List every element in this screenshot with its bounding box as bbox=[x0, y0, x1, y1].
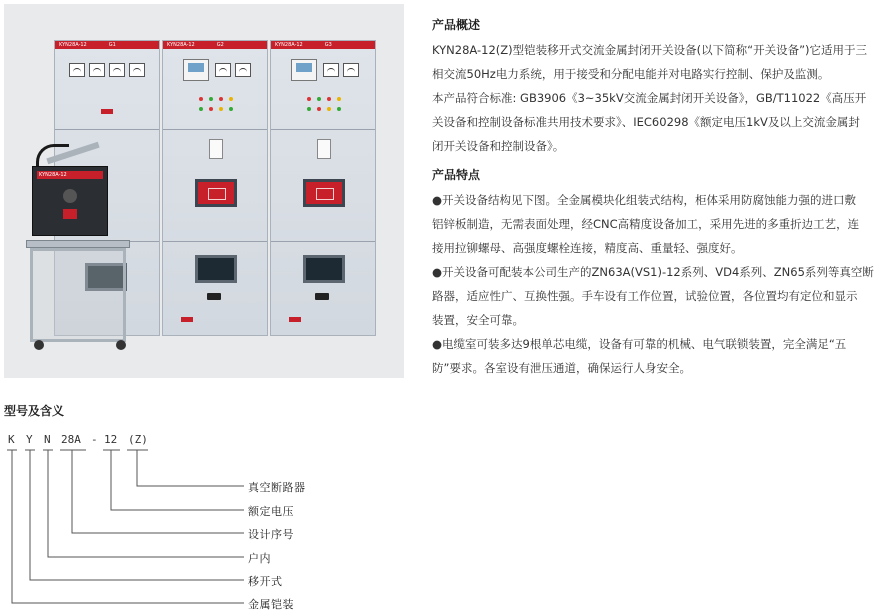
features-title: 产品特点 bbox=[432, 168, 481, 182]
code-char: 28A bbox=[61, 433, 81, 446]
feature-line: ●开关设备可配装本公司生产的ZN63A(VS1)-12系列、VD4系列、ZN65系列等真空断 bbox=[432, 265, 874, 279]
indicator-lamp bbox=[307, 107, 311, 111]
meaning-withdrawable: 移开式 bbox=[248, 575, 283, 588]
indicator-lamp bbox=[219, 97, 223, 101]
feature-line: 防”要求。各室设有泄压通道，确保运行人身安全。 bbox=[432, 361, 691, 375]
breaker-truck bbox=[26, 144, 138, 356]
breaker-button bbox=[63, 209, 77, 219]
indicator-lamp bbox=[219, 107, 223, 111]
meaning-metal-armored: 金属铠装 bbox=[248, 598, 294, 611]
code-char: N bbox=[44, 433, 51, 446]
code-char: - bbox=[91, 433, 98, 446]
cabinet-header bbox=[271, 41, 375, 49]
indicator-lamp bbox=[209, 97, 213, 101]
code-char: Y bbox=[26, 433, 33, 446]
indicator-lamp bbox=[199, 97, 203, 101]
feature-line: 铝锌板制造，无需表面处理，经CNC高精度设备加工，采用先进的多重折边工艺，连 bbox=[432, 217, 860, 231]
viewing-window bbox=[303, 255, 345, 283]
operating-handle bbox=[315, 293, 329, 300]
protection-relay-icon bbox=[291, 59, 317, 81]
overview-line: 本产品符合标准: GB3906《3~35kV交流金属封闭开关设备》，GB/T11022《高压开 bbox=[432, 91, 867, 105]
meaning-vacuum-breaker: 真空断路器 bbox=[248, 481, 306, 494]
indicator-lamp bbox=[307, 97, 311, 101]
indicator-lamp bbox=[199, 107, 203, 111]
warning-sign bbox=[181, 317, 193, 322]
warning-sign bbox=[101, 109, 113, 114]
cabinet-g2 bbox=[162, 40, 268, 336]
cabinet-model-label: KYN28A-12 bbox=[275, 42, 303, 48]
indicator-lamp bbox=[229, 97, 233, 101]
feature-line: 路器，适应性广、互换性强。手车设有工作位置，试验位置，各位置均有定位和显示 bbox=[432, 289, 858, 303]
indicator-lamp bbox=[327, 97, 331, 101]
wheel-icon bbox=[116, 340, 126, 350]
truck-base bbox=[26, 240, 130, 248]
overview-title: 产品概述 bbox=[432, 18, 481, 32]
cabinet-model-label: KYN28A-12 bbox=[59, 42, 87, 48]
warning-sign bbox=[289, 317, 301, 322]
protection-relay-icon bbox=[183, 59, 209, 81]
meter-icon bbox=[235, 63, 251, 77]
meter-icon bbox=[323, 63, 339, 77]
vacuum-breaker bbox=[32, 166, 108, 236]
meaning-indoor: 户内 bbox=[248, 552, 271, 565]
meter-icon bbox=[89, 63, 105, 77]
label-plate bbox=[209, 139, 223, 159]
overview-line: KYN28A-12(Z)型铠装移开式交流金属封闭开关设备(以下简称“开关设备”)它适用于三 bbox=[432, 43, 868, 57]
indicator-lamp bbox=[317, 107, 321, 111]
cabinet-number-label: G3 bbox=[324, 42, 332, 48]
indicator-lamp bbox=[209, 107, 213, 111]
cabinet-number-label: G1 bbox=[108, 42, 116, 48]
meter-icon bbox=[109, 63, 125, 77]
operating-handle bbox=[207, 293, 221, 300]
product-photo bbox=[4, 4, 404, 378]
code-char: (Z) bbox=[128, 433, 148, 446]
model-bracket-lines bbox=[0, 430, 250, 616]
overview-line: 闭开关设备和控制设备》。 bbox=[432, 139, 565, 153]
indicator-lamp bbox=[337, 107, 341, 111]
feature-line: ●电缆室可装多达9根单芯电缆，设备有可靠的机械、电气联锁装置，完全满足“五 bbox=[432, 337, 847, 351]
feature-line: 装置，安全可靠。 bbox=[432, 313, 524, 327]
breaker-window bbox=[195, 179, 237, 207]
cabinet-number-label: G2 bbox=[216, 42, 224, 48]
indicator-lamp bbox=[327, 107, 331, 111]
feature-line: ●开关设备结构见下图。全金属模块化组装式结构，柜体采用防腐蚀能力强的进口敷 bbox=[432, 193, 857, 207]
cabinet-header bbox=[163, 41, 267, 49]
meaning-rated-voltage: 额定电压 bbox=[248, 505, 294, 518]
feature-line: 接用拉铆螺母、高强度螺栓连接，精度高、重量轻、强度好。 bbox=[432, 241, 743, 255]
wheel-icon bbox=[34, 340, 44, 350]
model-title: 型号及含义 bbox=[4, 404, 65, 418]
cabinet-g3 bbox=[270, 40, 376, 336]
indicator-lamp bbox=[317, 97, 321, 101]
meter-icon bbox=[129, 63, 145, 77]
overview-line: 关设备和控制设备标准共用技术要求》、IEC60298《额定电压1kV及以上交流金属封 bbox=[432, 115, 860, 129]
code-char: K bbox=[8, 433, 15, 446]
meaning-design-number: 设计序号 bbox=[248, 528, 294, 541]
indicator-lamp bbox=[229, 107, 233, 111]
breaker-window bbox=[303, 179, 345, 207]
cabinet-header bbox=[55, 41, 159, 49]
knob-icon bbox=[63, 189, 77, 203]
cabinet-model-label: KYN28A-12 bbox=[167, 42, 195, 48]
label-plate bbox=[317, 139, 331, 159]
viewing-window bbox=[195, 255, 237, 283]
meter-icon bbox=[343, 63, 359, 77]
indicator-lamp bbox=[337, 97, 341, 101]
meter-icon bbox=[69, 63, 85, 77]
code-char: 12 bbox=[104, 433, 118, 446]
meter-icon bbox=[215, 63, 231, 77]
overview-line: 相交流50Hz电力系统，用于接受和分配电能并对电路实行控制、保护及监测。 bbox=[432, 67, 830, 81]
truck-label: KYN28A-12 bbox=[37, 171, 103, 179]
truck-frame bbox=[30, 248, 126, 342]
